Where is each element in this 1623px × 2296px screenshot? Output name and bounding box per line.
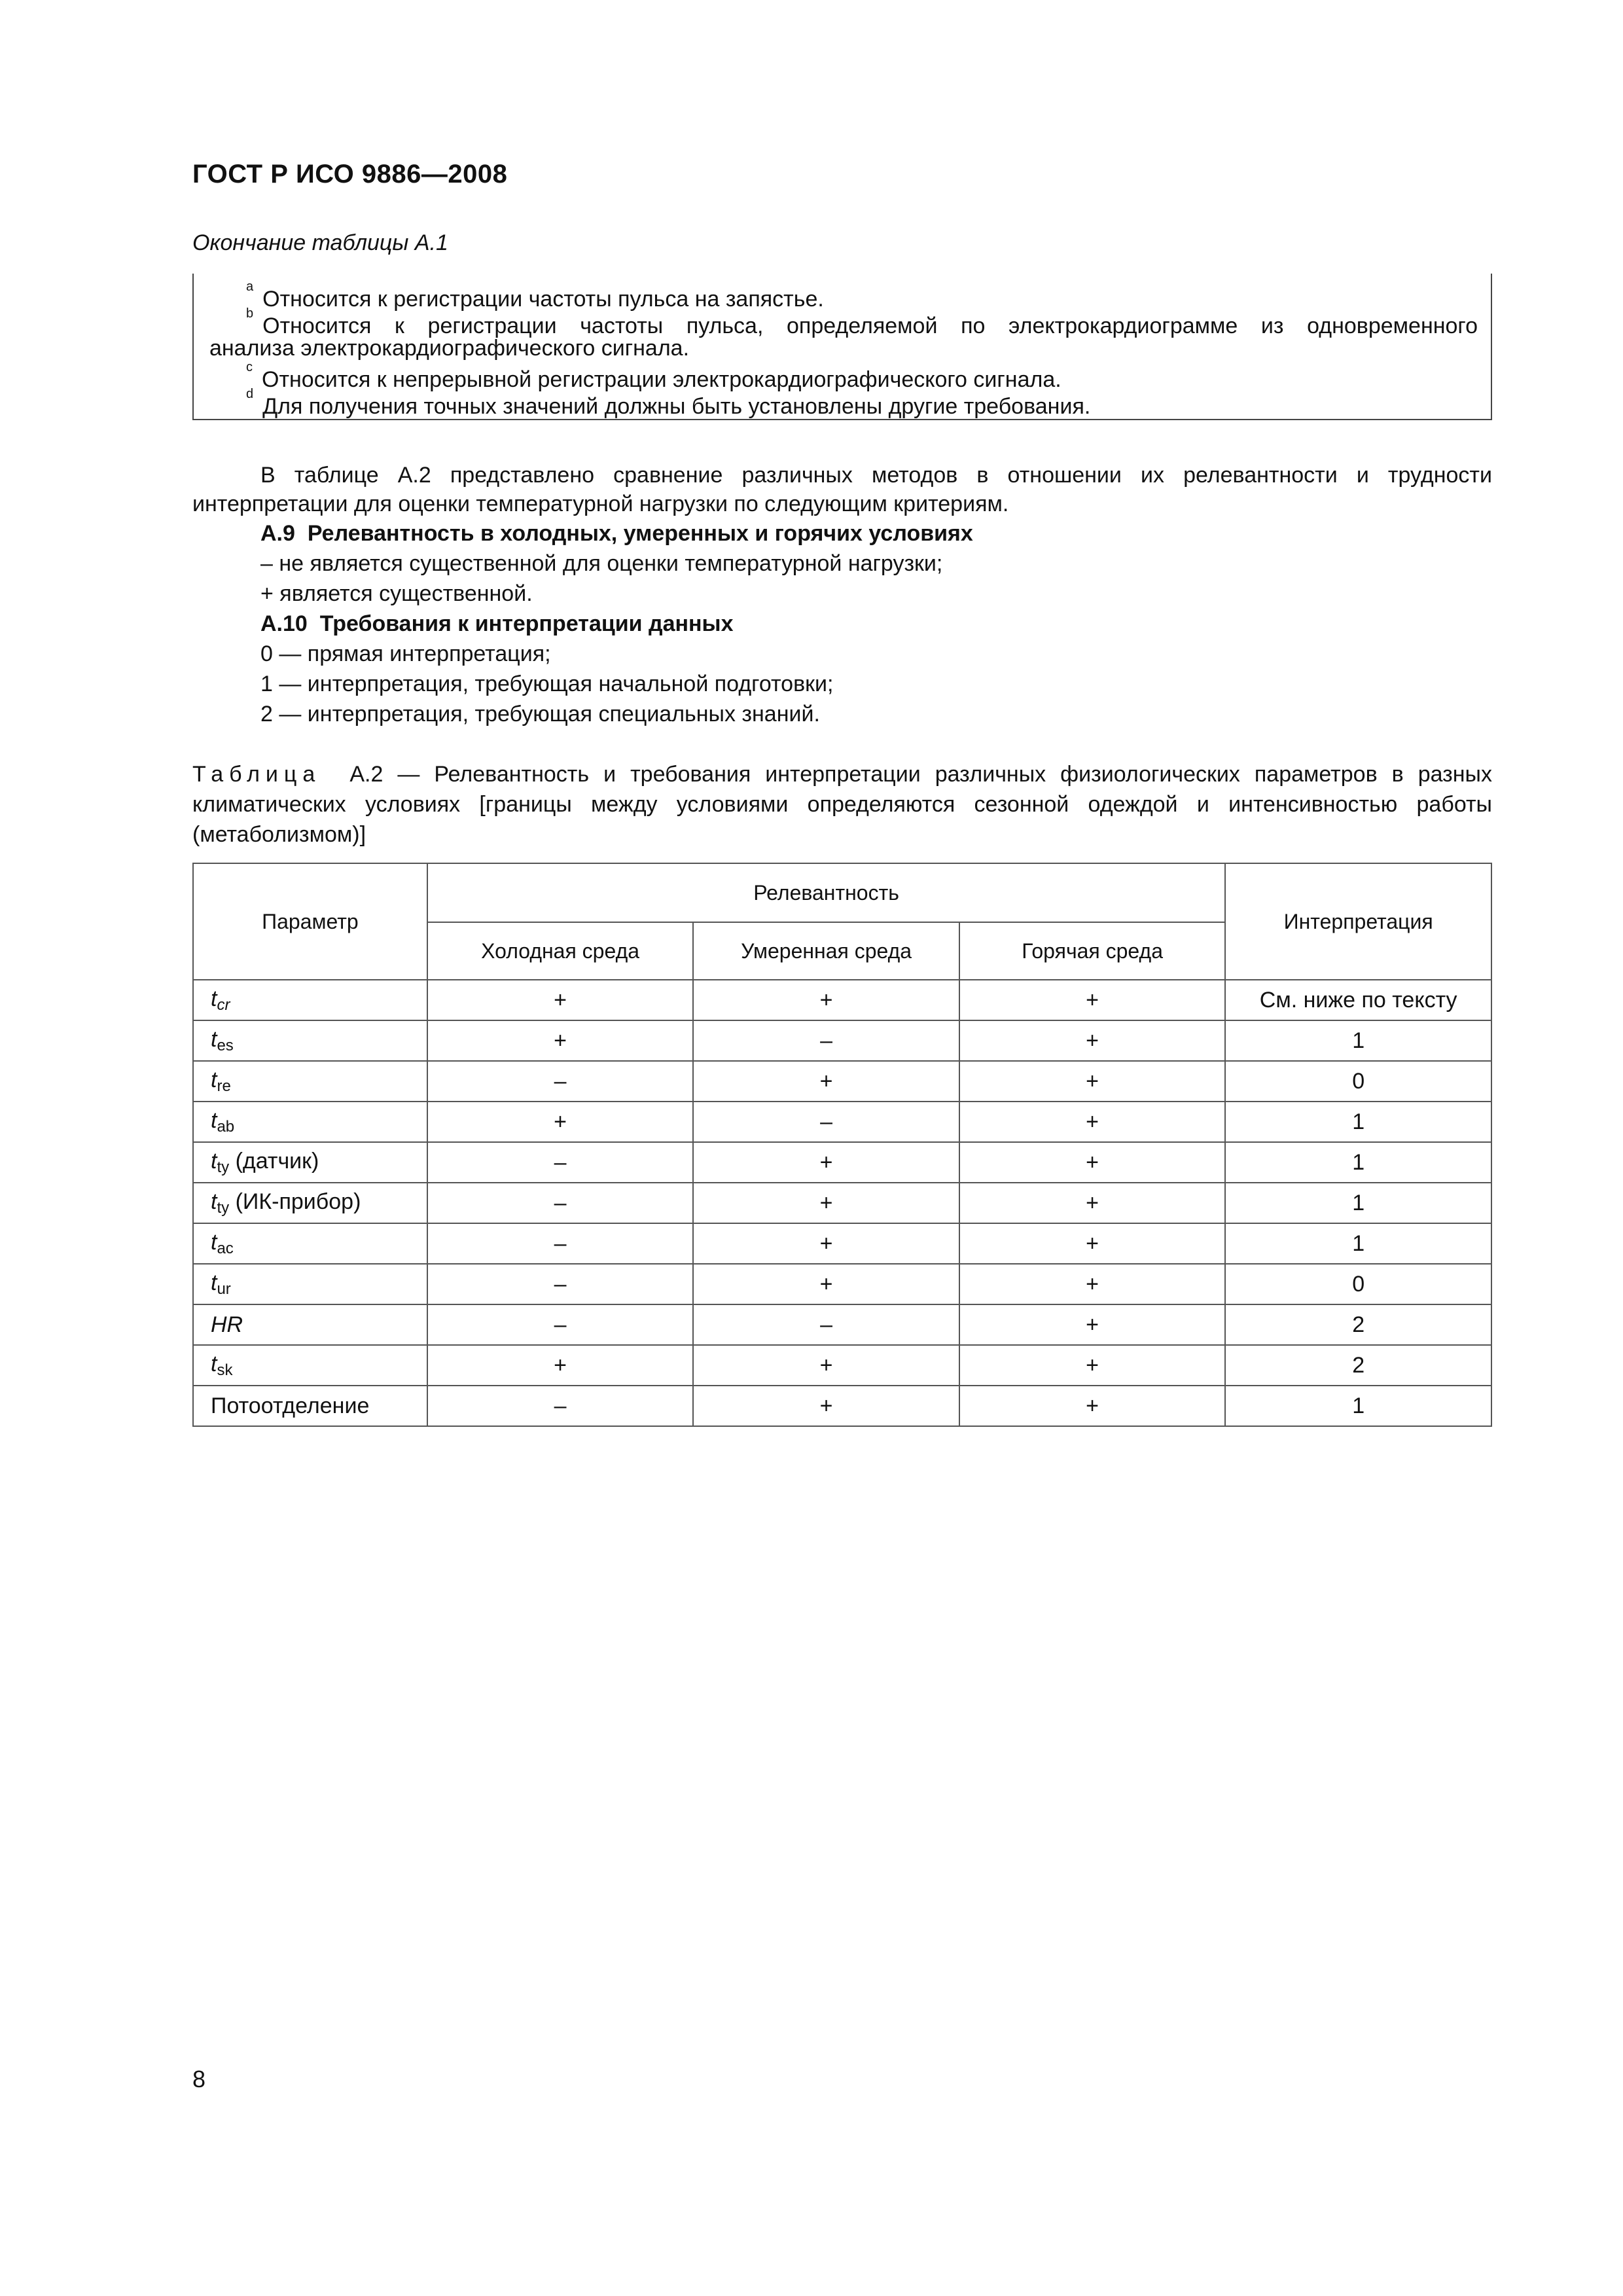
param-symbol: t [211,1107,217,1133]
footnote-mark: a [246,279,254,294]
cell-moderate: + [693,1345,959,1386]
cell-parameter [193,1223,427,1264]
cell-cold: – [427,1183,694,1223]
cell-hot: + [959,1386,1225,1426]
cell-interpretation: 1 [1225,1142,1491,1183]
table-row [193,1142,1491,1183]
table-caption-text: А.2 — Релевантность и требования интерпретации различных физиологических параметров в разных климатических условиях [границы между условиями определяются сезонной одеждой и интенсивностью работы (метаболизмом)] [192,762,1492,847]
cell-interpretation: 1 [1225,1183,1491,1223]
section-number: А.10 [260,611,308,636]
cell-interpretation: 2 [1225,1345,1491,1386]
footnote-text: Относится к регистрации частоты пульса, определяемой по электрокардиограмме из одновременного [262,314,1478,339]
cell-interpretation: 2 [1225,1304,1491,1345]
cell-hot: + [959,1345,1225,1386]
cell-cold: + [427,1102,694,1142]
footnote-mark: d [246,387,254,401]
table-body [193,980,1491,1426]
param-symbol: t [211,986,217,1011]
table-row [193,1386,1491,1426]
footnote-text: Относится к непрерывной регистрации электрокардиографического сигнала. [262,367,1061,393]
table-row [193,1061,1491,1102]
page-number: 8 [192,2066,206,2092]
relevance-table [192,863,1492,1427]
cell-hot: + [959,1020,1225,1061]
param-symbol: t [211,1351,217,1376]
cell-moderate: + [693,1061,959,1102]
cell-interpretation: 0 [1225,1061,1491,1102]
cell-hot: + [959,1304,1225,1345]
cell-interpretation: 1 [1225,1223,1491,1264]
cell-cold: + [427,1020,694,1061]
param-subscript: sk [217,1361,233,1379]
cell-parameter [193,1102,427,1142]
cell-hot: + [959,1102,1225,1142]
cell-parameter [193,1020,427,1061]
cell-cold: – [427,1061,694,1102]
table-row [193,980,1491,1020]
section-title: Требования к интерпретации данных [319,611,734,636]
cell-parameter [193,1386,427,1426]
header-relevance: Релевантность [427,863,1225,922]
table-row [193,1345,1491,1386]
table-continuation-label: Окончание таблицы А.1 [192,230,448,255]
cell-cold: – [427,1223,694,1264]
cell-hot: + [959,1183,1225,1223]
a9-item-plus: + является существенной. [260,581,533,606]
cell-parameter [193,1345,427,1386]
a10-item-1: 1 — интерпретация, требующая начальной подготовки; [260,672,834,696]
cell-moderate: – [693,1102,959,1142]
param-subscript: ab [217,1117,235,1136]
section-a9-heading [260,521,973,547]
cell-moderate: + [693,1183,959,1223]
cell-cold: + [427,1345,694,1386]
param-symbol: t [211,1026,217,1052]
cell-parameter [193,1304,427,1345]
cell-cold: – [427,1142,694,1183]
section-title: Релевантность в холодных, умеренных и горячих условиях [307,521,973,546]
cell-cold: + [427,980,694,1020]
intro-paragraph: В таблице А.2 представлено сравнение различных методов в отношении их релевантности и трудности интерпретации для оценки температурной нагрузки по следующим критериям. [192,463,1492,516]
cell-hot: + [959,1142,1225,1183]
param-suffix: Потоотделение [211,1393,370,1418]
param-subscript: es [217,1036,234,1054]
cell-moderate: + [693,1264,959,1304]
cell-parameter [193,1264,427,1304]
cell-hot: + [959,980,1225,1020]
a9-item-minus: – не является существенной для оценки температурной нагрузки; [260,551,943,576]
footnotes-box [192,274,1492,420]
cell-moderate: – [693,1304,959,1345]
footnote-mark: b [246,306,254,321]
cell-moderate: – [693,1020,959,1061]
cell-moderate: + [693,1142,959,1183]
param-suffix: (датчик) [229,1148,319,1174]
param-subscript: ty [217,1198,230,1217]
cell-hot: + [959,1061,1225,1102]
document-header: ГОСТ Р ИСО 9886—2008 [192,160,508,188]
cell-moderate: + [693,980,959,1020]
cell-hot: + [959,1264,1225,1304]
footnote-b-continuation: анализа электрокардиографического сигнала. [209,336,690,361]
table-row [193,1264,1491,1304]
param-subscript: ac [217,1239,234,1257]
section-number: А.9 [260,521,295,546]
footnote-text: Для получения точных значений должны быть установлены другие требования. [262,394,1091,420]
cell-parameter [193,980,427,1020]
param-subscript: ur [217,1280,231,1298]
param-symbol: HR [211,1312,243,1337]
table-caption-label: Таблица [192,762,321,787]
cell-moderate: + [693,1223,959,1264]
footnote-text: Относится к регистрации частоты пульса на запястье. [262,287,824,312]
header-hot: Горячая среда [959,922,1225,980]
cell-parameter [193,1183,427,1223]
param-symbol: t [211,1189,217,1214]
footnote-d [246,389,1090,420]
cell-cold: – [427,1386,694,1426]
cell-interpretation: 1 [1225,1102,1491,1142]
table-row [193,1183,1491,1223]
param-symbol: t [211,1067,217,1092]
cell-cold: – [427,1304,694,1345]
cell-interpretation: 1 [1225,1020,1491,1061]
table-caption [192,759,1492,850]
param-subscript: ty [217,1158,230,1176]
section-a10-heading [260,611,734,637]
a10-item-2: 2 — интерпретация, требующая специальных знаний. [260,702,820,726]
param-subscript: re [217,1077,231,1095]
footnote-mark: c [246,360,253,374]
cell-interpretation: 1 [1225,1386,1491,1426]
cell-parameter [193,1142,427,1183]
cell-moderate: + [693,1386,959,1426]
header-interpretation: Интерпретация [1225,863,1491,980]
table-row [193,1102,1491,1142]
param-symbol: t [211,1270,217,1295]
header-moderate: Умеренная среда [693,922,959,980]
header-parameter: Параметр [193,863,427,980]
table-row [193,1020,1491,1061]
param-suffix: (ИК-прибор) [229,1189,361,1214]
param-symbol: t [211,1148,217,1174]
cell-interpretation: 0 [1225,1264,1491,1304]
header-cold: Холодная среда [427,922,694,980]
cell-interpretation: См. ниже по тексту [1225,980,1491,1020]
param-symbol: t [211,1229,217,1255]
cell-cold: – [427,1264,694,1304]
table-row [193,1304,1491,1345]
table-row [193,1223,1491,1264]
param-subscript: cr [217,996,230,1014]
a10-item-0: 0 — прямая интерпретация; [260,641,551,666]
cell-hot: + [959,1223,1225,1264]
cell-parameter [193,1061,427,1102]
